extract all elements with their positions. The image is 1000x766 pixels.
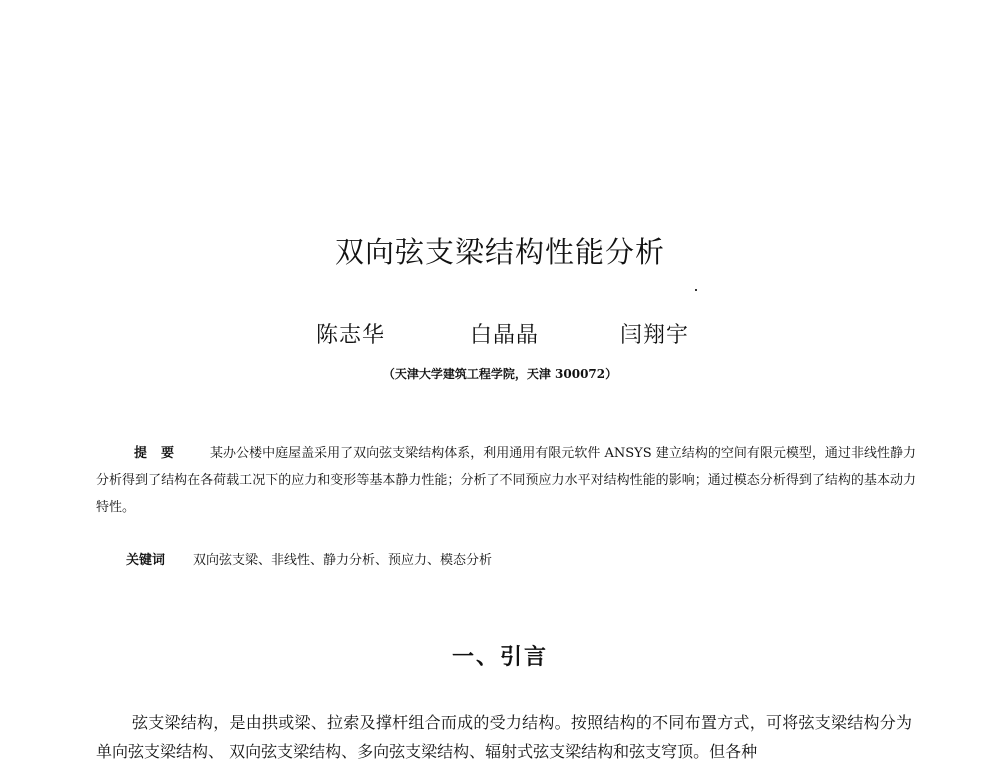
abstract xyxy=(96,440,916,521)
scan-speck xyxy=(695,289,697,291)
keywords xyxy=(126,549,492,568)
abstract-label: 提要 xyxy=(134,446,189,461)
abstract-text: 某办公楼中庭屋盖采用了双向弦支梁结构体系，利用通用有限元软件 ANSYS 建立结构的空间有限元模型，通过非线性静力分析得到了结构在各荷载工况下的应力和变形等基本静力性能；分析了不同预应力水平对结构性能的影响；通过模态分析得到了结构的基本动力特性。 xyxy=(96,446,916,515)
keywords-label: 关键词 xyxy=(126,553,166,568)
author-name: 白晶晶 xyxy=(470,323,540,348)
paper-title: 双向弦支梁结构性能分析 xyxy=(334,235,665,269)
keywords-text: 双向弦支梁、非线性、静力分析、预应力、模态分析 xyxy=(193,553,493,568)
intro-paragraph: 弦支梁结构，是由拱或梁、拉索及撑杆组合而成的受力结构。按照结构的不同布置方式，可将弦支梁结构分为单向弦支梁结构、 双向弦支梁结构、多向弦支梁结构、辐射式弦支梁结构和弦支穹顶。但各种 xyxy=(96,713,912,761)
author-name: 陈志华 xyxy=(316,323,386,348)
section-heading: 一、引言 xyxy=(451,645,548,670)
author-list xyxy=(0,318,1000,352)
author-name: 闫翔宇 xyxy=(620,323,690,348)
author-affiliation: （天津大学建筑工程学院，天津 300072） xyxy=(382,367,618,381)
